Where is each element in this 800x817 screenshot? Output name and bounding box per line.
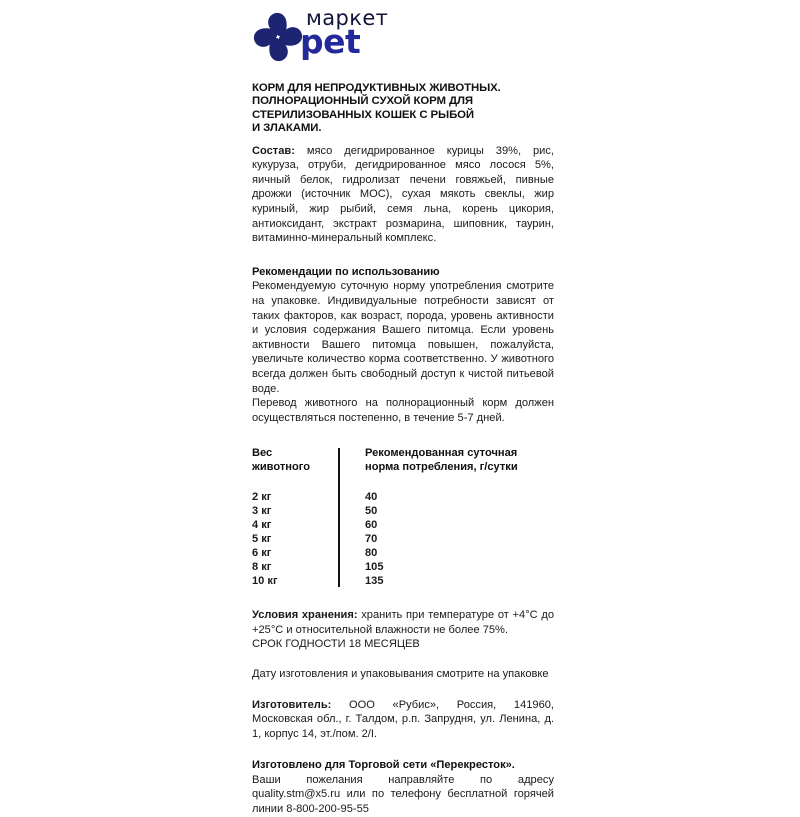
header-weight (252, 447, 338, 474)
recommendations-paragraph-2: Перевод животного на полнорационный корм должен осуществляться постепенно, в течение 5-7 дней. (252, 397, 554, 424)
cell-norm: 50 (365, 505, 378, 518)
recommendations-paragraph-1: Рекомендуемую суточную норму употребления смотрите на упаковке. Индивидуальные потребности зависят от таких факторов, как возраст, порода, уровень активности и условия содержания Вашего питомца. Если уровень активности Вашего питомца повышен, пожалуйста, увеличьте количество корма соответственно. У животного всегда должен быть свободный доступ к чистой питьевой воде. (252, 280, 554, 395)
cell-gap (338, 504, 365, 518)
title-line-4: И ЗЛАКАМИ. (252, 122, 322, 135)
table-row (252, 546, 554, 560)
production-date-text: Дату изготовления и упаковывания смотрите на упаковке (252, 667, 549, 680)
storage-block (252, 608, 554, 652)
manufacturer-block (252, 698, 554, 742)
cell-gap (338, 490, 365, 504)
cell-norm: 70 (365, 533, 378, 546)
header-norm-line-1: Рекомендованная суточная (365, 447, 518, 460)
production-date-block (252, 667, 554, 682)
storage-paragraph (252, 608, 554, 637)
header-norm (365, 447, 554, 474)
table-row (252, 560, 554, 574)
manufacturer-label: Изготовитель: (252, 698, 332, 711)
cell-norm: 60 (365, 519, 378, 532)
label-content (252, 82, 554, 817)
table-row (252, 518, 554, 532)
cell-norm: 135 (365, 575, 384, 588)
page-title (252, 82, 554, 136)
wordmark-market: маркет (306, 6, 389, 30)
cell-weight: 6 кг (252, 547, 272, 560)
cell-weight: 4 кг (252, 519, 272, 532)
recommendations-heading: Рекомендации по использованию (252, 265, 440, 278)
table-row (252, 532, 554, 546)
manufacturer-paragraph (252, 698, 554, 742)
cell-weight: 5 кг (252, 533, 272, 546)
header-weight-line-2: животного (252, 460, 311, 473)
cell-norm: 105 (365, 561, 384, 574)
title-line-3: СТЕРИЛИЗОВАННЫХ КОШЕК С РЫБОЙ (252, 108, 475, 121)
cell-gap (338, 574, 365, 588)
composition-paragraph (252, 144, 554, 246)
table-row (252, 490, 554, 504)
cell-weight: 8 кг (252, 561, 272, 574)
storage-label: Условия хранения: (252, 609, 358, 622)
retail-text: Ваши пожелания направляйте по адресу quality.stm@x5.ru или по телефону бесплатной горячей линии 8-800-200-95-55 (252, 773, 554, 816)
four-petal-flower-icon (252, 11, 304, 63)
cell-gap (338, 546, 365, 560)
wordmark-pet: pet (300, 22, 361, 61)
brand-logo[interactable] (252, 6, 432, 68)
table-row (252, 504, 554, 518)
cell-gap (338, 518, 365, 532)
feeding-table-grid (252, 447, 554, 588)
retail-block (252, 758, 554, 816)
shelf-life: СРОК ГОДНОСТИ 18 МЕСЯЦЕВ (252, 638, 420, 651)
cell-weight: 3 кг (252, 505, 272, 518)
cell-norm: 80 (365, 547, 378, 560)
title-line-2: ПОЛНОРАЦИОННЫЙ СУХОЙ КОРМ ДЛЯ (252, 95, 473, 108)
composition-text: мясо дегидрированное курицы 39%, рис, кукуруза, отруби, дегидрированное мясо лосося 5%, яичный белок, гидролизат печени говяжьей, пивные дрожжи (источник МОС), сухая мякоть свеклы, жир куриный, жир рыбий, семя льна, корень цикория, антиоксидант, экстракт розмарина, шиповник, таурин, витаминно-минеральный комплекс. (252, 144, 554, 245)
feeding-table-body (252, 474, 554, 588)
table-vertical-divider (338, 448, 340, 587)
cell-norm: 40 (365, 491, 378, 504)
header-norm-line-2: норма потребления, г/сутки (365, 460, 518, 473)
table-header-row (252, 447, 554, 474)
manufacturer-text: ООО «Рубис», Россия, 141960, Московская обл., г. Талдом, р.п. Запрудня, ул. Ленина, д. 1, корпус 14, эт./пом. 2/I. (252, 698, 554, 740)
storage-text: хранить при температуре от +4°C до +25°C и относительной влажности не более 75%. (252, 609, 554, 636)
header-weight-line-1: Вес (252, 447, 273, 460)
header-gap (338, 447, 365, 474)
cell-weight: 2 кг (252, 491, 272, 504)
composition-label: Состав: (252, 144, 295, 157)
recommendations-block (252, 265, 554, 426)
retail-label: Изготовлено для Торговой сети «Перекресток». (252, 759, 515, 772)
brand-wordmark (300, 6, 436, 66)
cell-weight: 10 кг (252, 575, 278, 588)
cell-gap (338, 560, 365, 574)
table-row (252, 574, 554, 588)
feeding-table (252, 447, 554, 588)
composition-block (252, 144, 554, 246)
title-line-1: КОРМ ДЛЯ НЕПРОДУКТИВНЫХ ЖИВОТНЫХ. (252, 82, 501, 94)
cell-gap (338, 532, 365, 546)
table-header-spacer (252, 474, 554, 490)
